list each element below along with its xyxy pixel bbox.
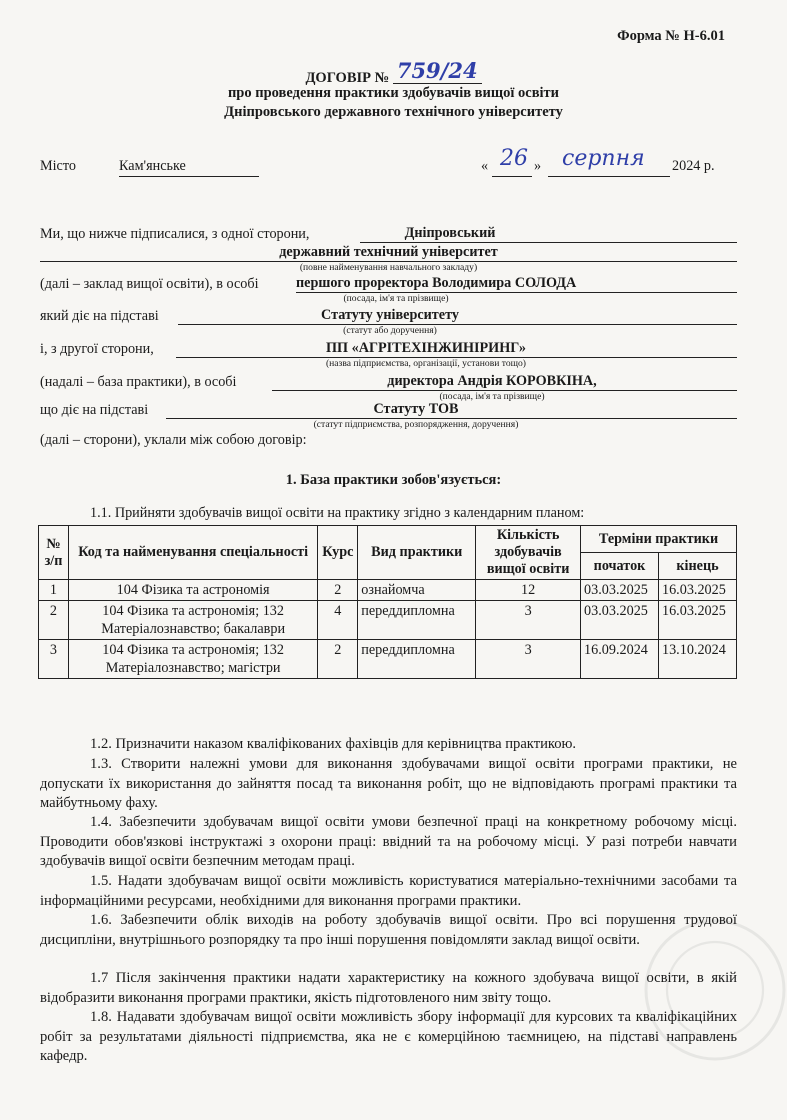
date-day-handwritten: 26 bbox=[500, 146, 528, 171]
rep-prefix: (далі – заклад вищої освіти), в особі bbox=[40, 276, 259, 292]
practice-plan-table bbox=[38, 525, 737, 679]
contract-title bbox=[0, 58, 787, 87]
date-quote-open: « bbox=[481, 158, 489, 174]
base-caption: (посада, ім'я та прізвище) bbox=[439, 391, 545, 402]
base-basis-value: Статуту ТОВ bbox=[373, 401, 459, 417]
header-end: кінець bbox=[658, 553, 736, 580]
clause-1-1: 1.1. Прийняти здобувачів вищої освіти на практику згідно з календарним планом: bbox=[90, 505, 585, 521]
cell-count: 12 bbox=[476, 580, 581, 601]
date-year: 2024 р. bbox=[672, 158, 715, 174]
clause-1-8: 1.8. Надавати здобувачам вищої освіти можливість збору інформації для курсових та кваліфікаційних робіт за результатами діяльності підприємства, яка не є комерційною таємницею, на підставі направлень кафедр. bbox=[40, 1009, 737, 1064]
base-basis-caption: (статут підприємства, розпорядження, доручення) bbox=[313, 419, 519, 430]
section-1-title: 1. База практики зобов'язується: bbox=[285, 472, 502, 488]
header-start: початок bbox=[581, 553, 659, 580]
basis-prefix: який діє на підставі bbox=[40, 308, 159, 324]
institution-line1: Дніпровський bbox=[404, 225, 496, 241]
cell-count: 3 bbox=[476, 601, 581, 640]
base-basis-prefix: що діє на підставі bbox=[40, 402, 149, 418]
cell-end: 13.10.2024 bbox=[658, 640, 736, 679]
institution-caption: (повне найменування навчального закладу) bbox=[299, 262, 478, 273]
other-caption: (назва підприємства, організації, установи тощо) bbox=[325, 358, 527, 369]
cell-end: 16.03.2025 bbox=[658, 601, 736, 640]
header-code: Код та найменування спеціальності bbox=[68, 526, 317, 580]
cell-start: 16.09.2024 bbox=[581, 640, 659, 679]
institution-underline-1 bbox=[360, 242, 737, 243]
clause-1-5: 1.5. Надати здобувачам вищої освіти можливість користуватися матеріально-технічними засобами та інформаційними ресурсами, необхідними для виконання програми практики. bbox=[40, 873, 737, 909]
table-row bbox=[39, 580, 737, 601]
clause-1-3: 1.3. Створити належні умови для виконання здобувачами вищої освіти програми практики, не допускати їх використання до зайняття посад та виконання робіт, що не відповідають програмі практики та майбутньому фаху. bbox=[40, 756, 737, 811]
cell-end: 16.03.2025 bbox=[658, 580, 736, 601]
table-row bbox=[39, 601, 737, 640]
cell-start: 03.03.2025 bbox=[581, 580, 659, 601]
cell-type: переддипломна bbox=[358, 601, 476, 640]
header-count: Кількість здобувачів вищої освіти bbox=[476, 526, 581, 580]
contract-subtitle-2: Дніпровського державного технічного університету bbox=[224, 104, 563, 120]
place-city: Кам'янське bbox=[119, 158, 186, 174]
header-num: № з/п bbox=[39, 526, 69, 580]
header-course: Курс bbox=[318, 526, 358, 580]
stamp-impression-icon bbox=[640, 915, 787, 1065]
cell-course: 4 bbox=[318, 601, 358, 640]
table-row bbox=[39, 640, 737, 679]
cell-num: 3 bbox=[39, 640, 69, 679]
cell-code: 104 Фізика та астрономія; 132 Матеріалознавство; бакалаври bbox=[68, 601, 317, 640]
parties-closing: (далі – сторони), уклали між собою договір: bbox=[40, 432, 307, 448]
contract-title-prefix: ДОГОВІР № bbox=[305, 70, 390, 86]
cell-type: ознайомча bbox=[358, 580, 476, 601]
basis-value: Статуту університету bbox=[321, 307, 459, 323]
cell-course: 2 bbox=[318, 580, 358, 601]
header-type: Вид практики bbox=[358, 526, 476, 580]
contract-number-handwritten: 759/24 bbox=[393, 58, 482, 84]
cell-code: 104 Фізика та астрономія bbox=[68, 580, 317, 601]
cell-course: 2 bbox=[318, 640, 358, 679]
month-underline bbox=[548, 176, 670, 177]
form-number: Форма № Н-6.01 bbox=[617, 28, 725, 44]
parties-intro: Ми, що нижче підписалися, з одної сторони, bbox=[40, 226, 310, 242]
base-prefix: (надалі – база практики), в особі bbox=[40, 374, 237, 390]
other-party-value: ПП «АГРІТЕХІНЖИНІРИНГ» bbox=[325, 340, 527, 356]
rep-caption: (посада, ім'я та прізвище) bbox=[343, 293, 449, 304]
institution-line2: державний технічний університет bbox=[279, 244, 498, 260]
city-underline bbox=[119, 176, 259, 177]
other-prefix: і, з другої сторони, bbox=[40, 341, 154, 357]
day-underline bbox=[492, 176, 532, 177]
rep-value: першого проректора Володимира СОЛОДА bbox=[296, 275, 577, 291]
clause-1-6: 1.6. Забезпечити облік виходів на роботу здобувачів вищої освіти. Про всі порушення трудової дисципліни, внутрішнього розпорядку та про інші порушення повідомляти заклад вищої освіти. bbox=[40, 912, 737, 948]
place-label: Місто bbox=[40, 158, 76, 174]
cell-start: 03.03.2025 bbox=[581, 601, 659, 640]
clause-1-2: 1.2. Призначити наказом кваліфікованих фахівців для керівництва практикою. bbox=[90, 736, 577, 752]
contract-subtitle-1: про проведення практики здобувачів вищої освіти bbox=[227, 85, 560, 101]
cell-count: 3 bbox=[476, 640, 581, 679]
header-terms: Терміни практики bbox=[581, 526, 737, 553]
cell-type: переддипломна bbox=[358, 640, 476, 679]
base-rep-value: директора Андрія КОРОВКІНА, bbox=[387, 373, 597, 389]
date-quote-close: » bbox=[534, 158, 542, 174]
clause-1-7: 1.7 Після закінчення практики надати характеристику на кожного здобувача вищої освіти, в якій відобразити виконання програми практики, якість підготовленого ним звіту тощо. bbox=[40, 970, 737, 1006]
cell-num: 2 bbox=[39, 601, 69, 640]
clause-1-4: 1.4. Забезпечити здобувачам вищої освіти умови безпечної праці на конкретному робочому місці. Проводити обов'язкові інструктажі з охорони праці: ввідний та на робочому місці. У разі потреби навчати здобувачів вищої освіти безпечним методам праці. bbox=[40, 814, 737, 869]
basis-caption: (статут або доручення) bbox=[343, 325, 437, 336]
cell-code: 104 Фізика та астрономія; 132 Матеріалознавство; магістри bbox=[68, 640, 317, 679]
date-month-handwritten: серпня bbox=[562, 146, 645, 171]
cell-num: 1 bbox=[39, 580, 69, 601]
